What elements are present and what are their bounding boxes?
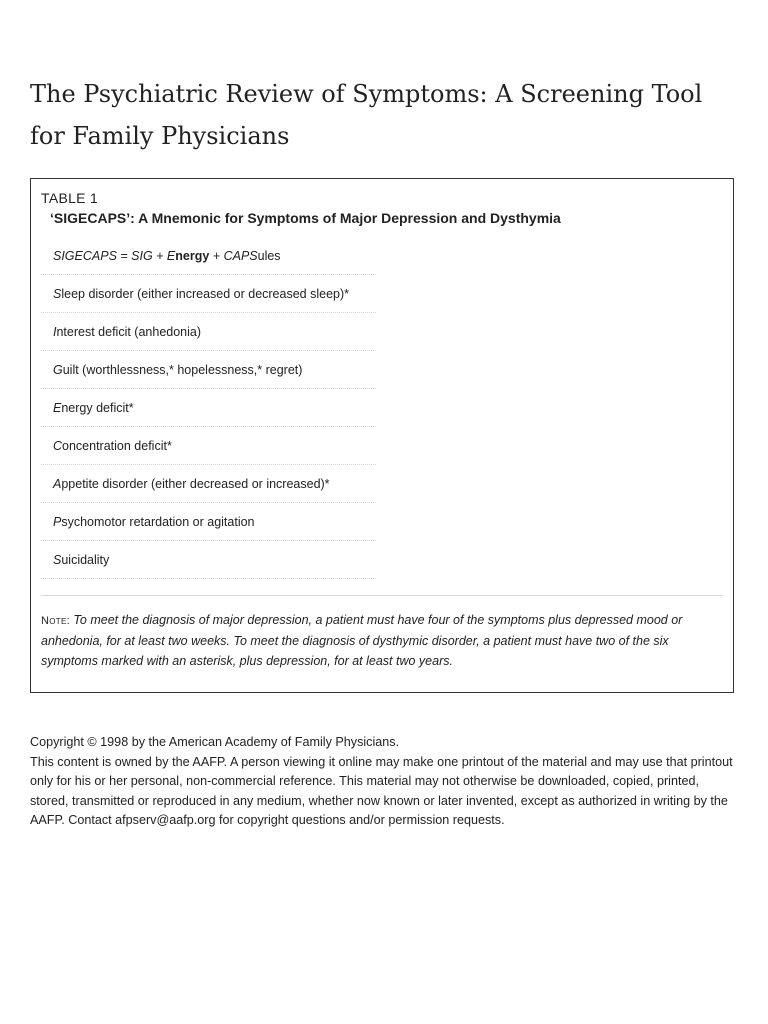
- symptom-list: [41, 237, 376, 579]
- symptom-row: [41, 313, 376, 351]
- mnemonic-row: [41, 237, 376, 275]
- row-text: ppetite disorder (either decreased or increased)*: [61, 477, 330, 491]
- symptom-row: [41, 389, 376, 427]
- copyright-notice: [30, 733, 740, 831]
- row-text: nergy deficit*: [61, 401, 134, 415]
- symptom-row: [41, 427, 376, 465]
- row-text: oncentration deficit*: [62, 439, 172, 453]
- row-bold-text: nergy: [175, 249, 210, 263]
- row-initial: C: [53, 439, 63, 453]
- row-italic-lead: SIGECAPS = SIG + E: [53, 249, 176, 263]
- table-1: [30, 178, 734, 693]
- row-initial: A: [53, 477, 62, 491]
- table-caption: ‘SIGECAPS’: A Mnemonic for Symptoms of Major Depression and Dysthymia: [50, 210, 561, 226]
- row-text: nterest deficit (anhedonia): [56, 325, 202, 339]
- copyright-line: Copyright © 1998 by the American Academy of Family Physicians.: [30, 735, 400, 749]
- symptom-row: [41, 503, 376, 541]
- page-title: The Psychiatric Review of Symptoms: A Screening Tool for Family Physicians: [30, 80, 703, 150]
- rights-text: This content is owned by the AAFP. A person viewing it online may make one printout of the material and may use that printout only for his or her personal, non-commercial reference. This material may not otherwise be downloaded, copied, printed, stored, transmitted or reproduced in any medium, whether now known or later invented, except as authorized in writing by the AAFP. Contact afpserv@aafp.org for copyright questions and/or permission requests.: [30, 754, 733, 827]
- row-italic-text: + CAPS: [209, 249, 258, 263]
- row-initial: G: [53, 363, 63, 377]
- table-label: TABLE 1: [41, 190, 99, 206]
- note-label: Note:: [41, 615, 70, 627]
- table-note: [41, 610, 721, 671]
- note-text: To meet the diagnosis of major depression, a patient must have four of the symptoms plus depressed mood or anhedonia, for at least two weeks. To meet the diagnosis of dysthymic disorder, a patient must have two of the six symptoms marked with an asterisk, plus depression, for at least two years.: [41, 613, 683, 668]
- table-divider: [41, 595, 723, 596]
- symptom-row: [41, 465, 376, 503]
- row-text: sychomotor retardation or agitation: [61, 515, 255, 529]
- row-initial: S: [53, 287, 62, 301]
- row-text: uilt (worthlessness,* hopelessness,* regret): [62, 363, 303, 377]
- row-text: leep disorder (either increased or decreased sleep)*: [61, 287, 350, 301]
- row-initial: I: [53, 325, 57, 339]
- symptom-row: [41, 351, 376, 389]
- symptom-row: [41, 275, 376, 313]
- row-initial: E: [53, 401, 62, 415]
- row-initial: P: [53, 515, 62, 529]
- row-text: uicidality: [61, 553, 110, 567]
- row-text: ules: [257, 249, 281, 263]
- symptom-row: [41, 541, 376, 579]
- row-initial: S: [53, 553, 62, 567]
